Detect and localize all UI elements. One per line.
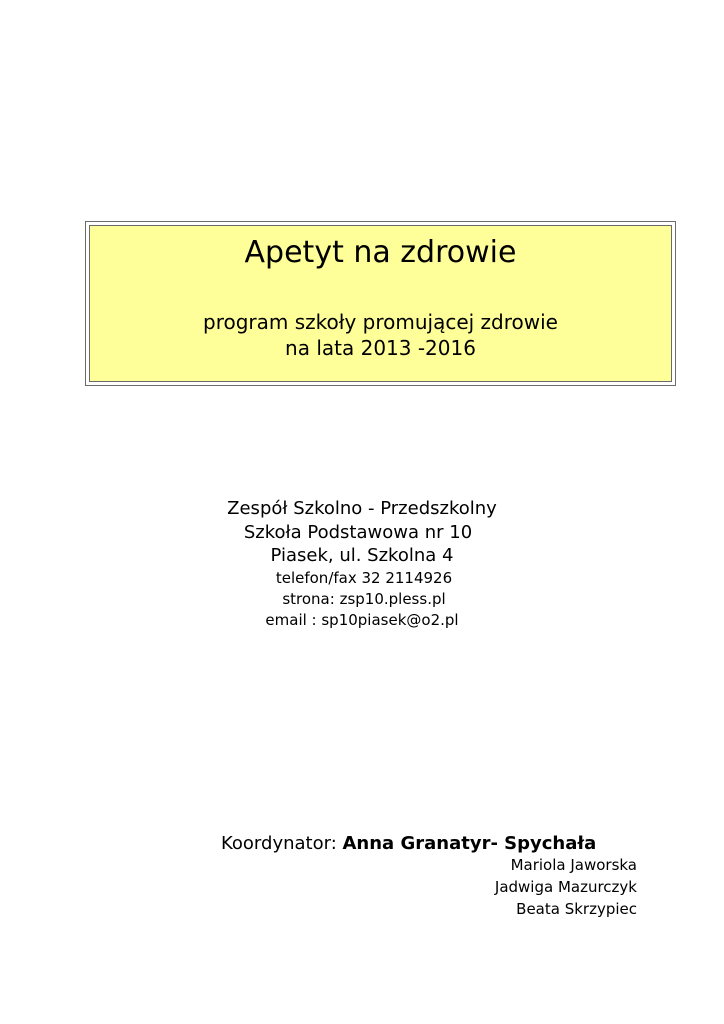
school-phone: telefon/fax 32 2114926	[275, 569, 453, 587]
coordinator-name: Anna Granatyr- Spychała	[342, 833, 597, 854]
school-email: email : sp10piasek@o2.pl	[265, 611, 459, 629]
team-member: Mariola Jaworska	[510, 856, 637, 874]
coordinator-line	[221, 832, 596, 855]
team-member: Beata Skrzypiec	[516, 900, 637, 918]
team-member: Jadwiga Mazurczyk	[494, 878, 637, 896]
coordinator-label: Koordynator:	[221, 833, 337, 854]
school-website: strona: zsp10.pless.pl	[282, 590, 446, 608]
school-name-line1: Zespół Szkolno - Przedszkolny	[227, 498, 497, 519]
school-name-line2: Szkoła Podstawowa nr 10	[243, 522, 473, 543]
document-title: Apetyt na zdrowie	[244, 235, 517, 270]
document-subtitle-line2: na lata 2013 -2016	[285, 336, 476, 360]
school-address: Piasek, ul. Szkolna 4	[270, 545, 454, 566]
document-subtitle-line1: program szkoły promującej zdrowie	[203, 310, 558, 334]
title-box	[85, 221, 676, 386]
title-box-inner	[89, 225, 672, 382]
